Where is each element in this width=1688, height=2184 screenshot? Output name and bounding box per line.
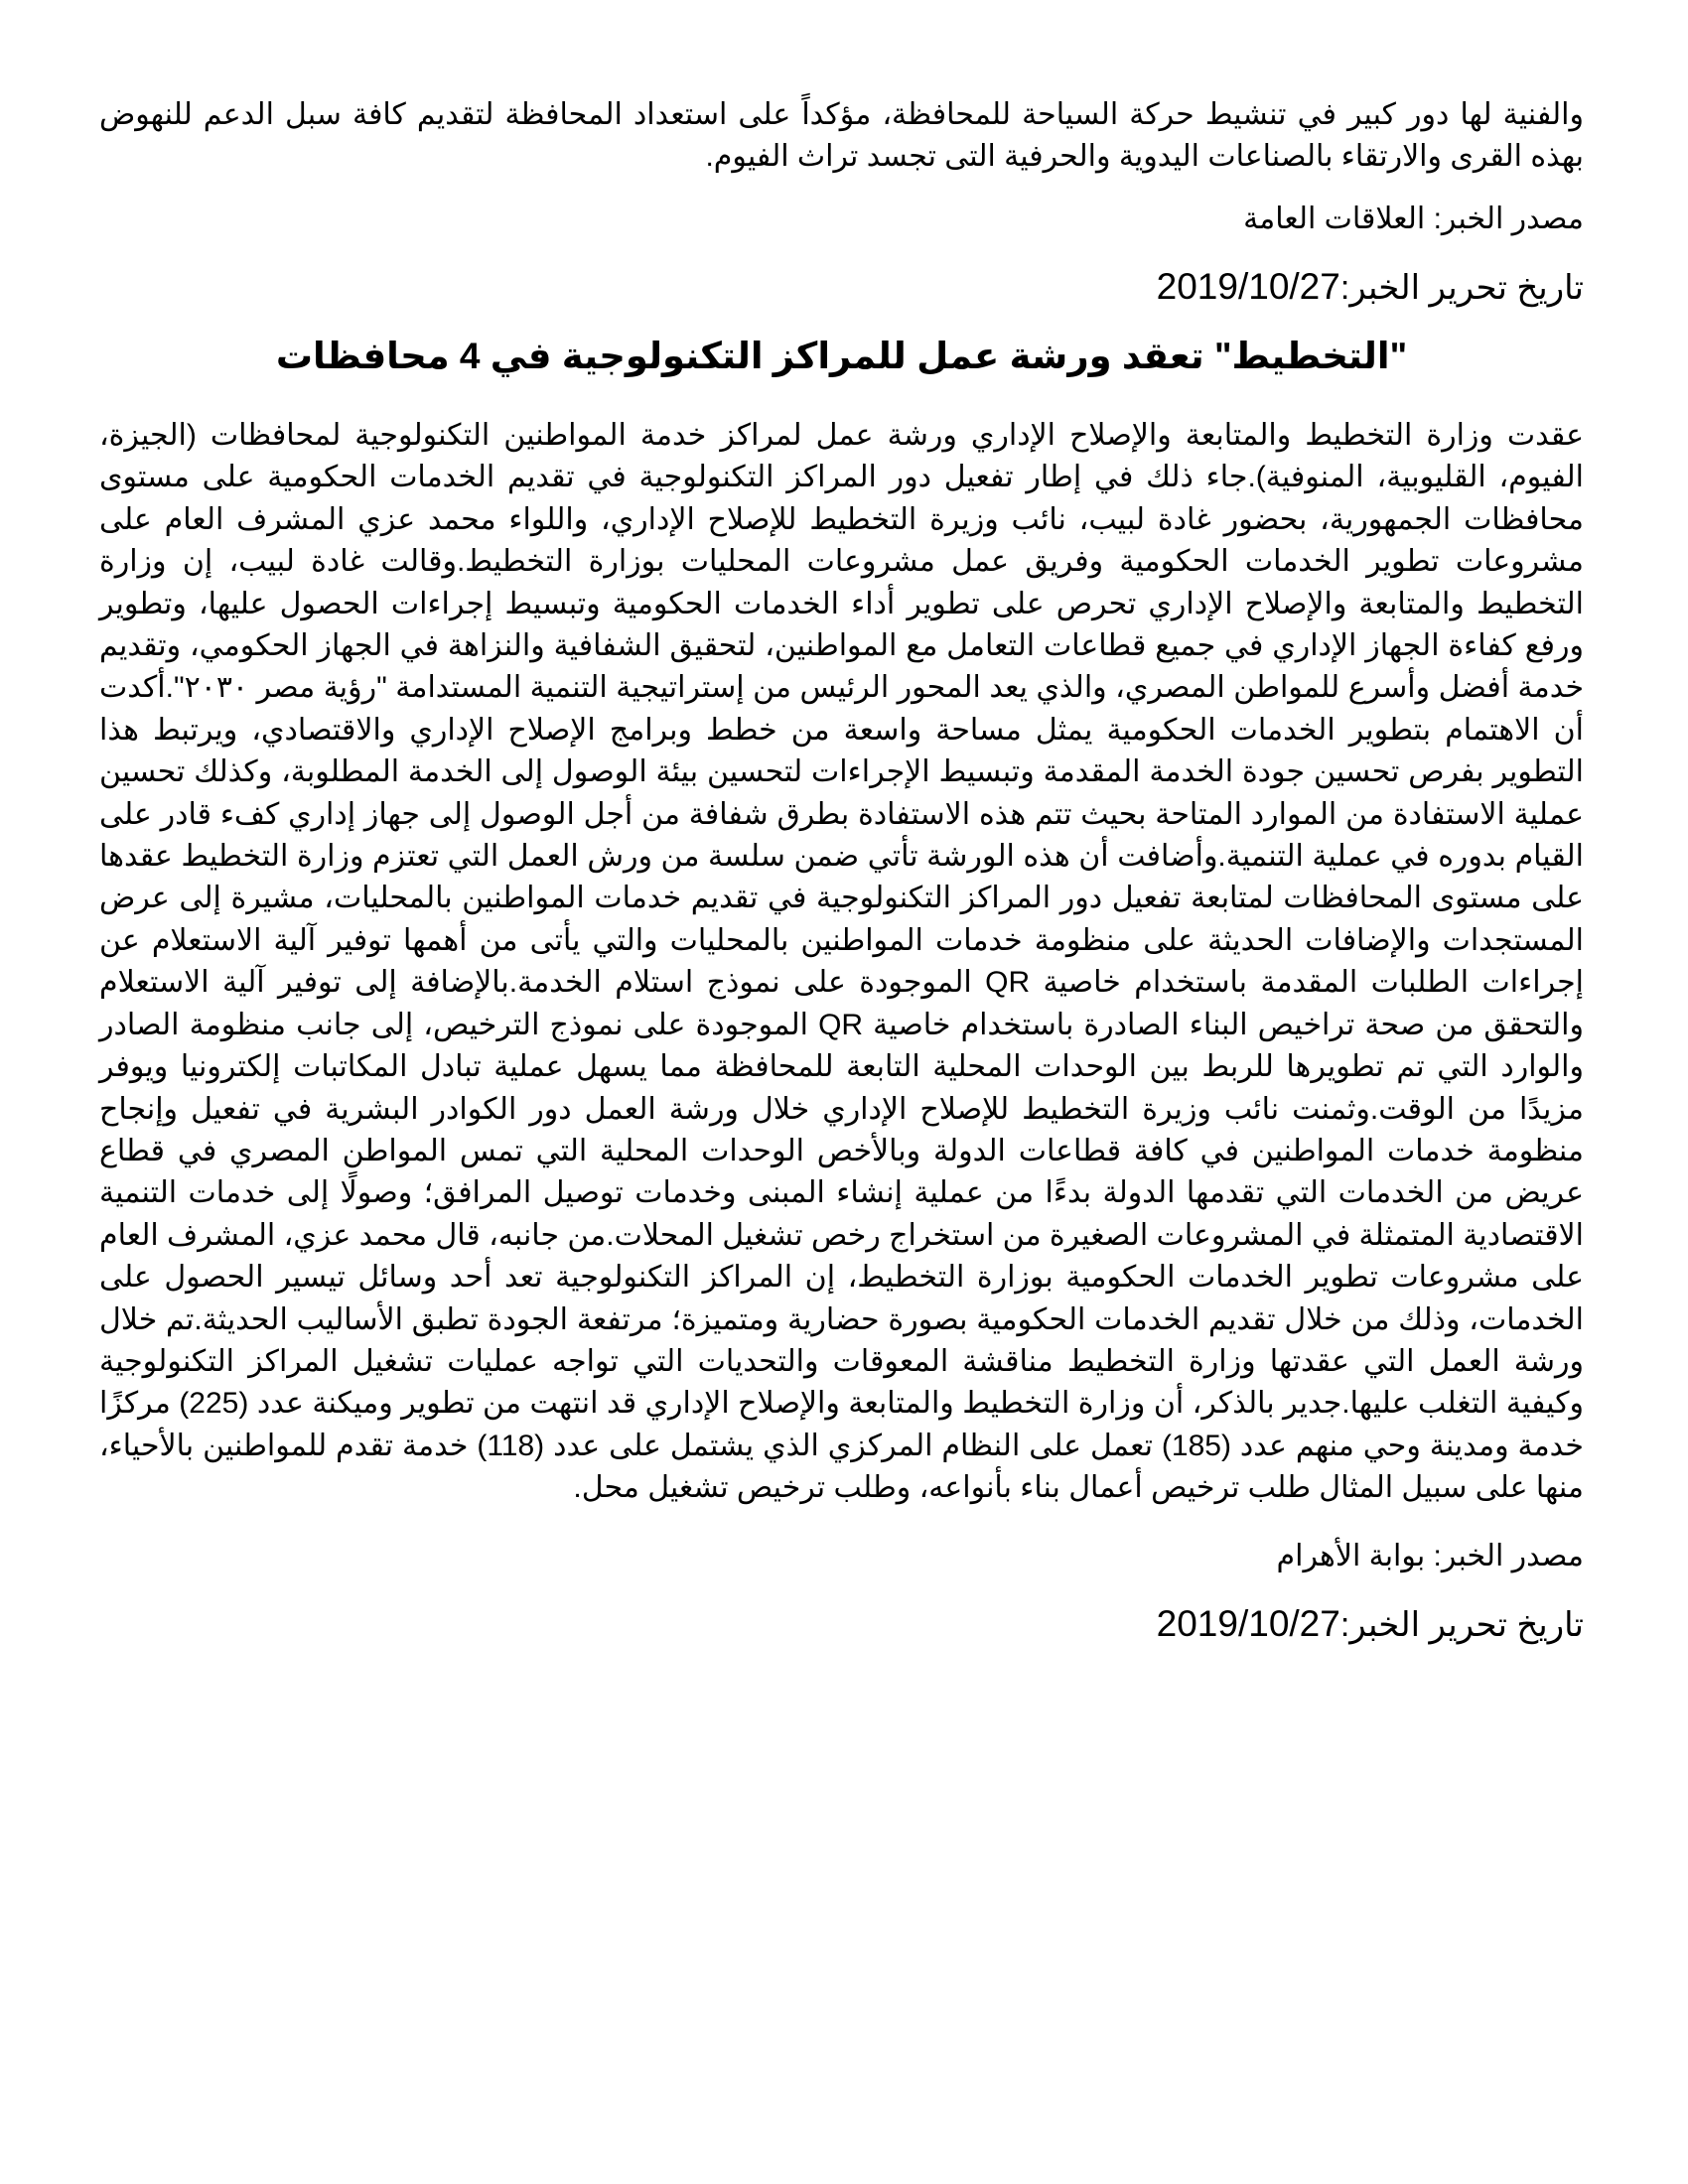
news-date-line — [99, 265, 1584, 310]
news-source-public-relations: مصدر الخبر: العلاقات العامة — [1243, 203, 1584, 235]
date-label-2: تاريخ تحرير الخبر: — [1339, 1605, 1584, 1644]
article-body: عقدت وزارة التخطيط والمتابعة والإصلاح الإداري ورشة عمل لمراكز خدمة المواطنين التكنولوجية لمحافظات (الجيزة، الفيوم، القليوبية، المنوفية).جاء ذلك في إطار تفعيل دور المراكز التكنولوجية في تقديم الخدمات الحكومية على مستوى محافظات الجمهورية، بحضور غادة لبيب، نائب وزيرة التخطيط للإصلاح الإداري، واللواء محمد عزي المشرف العام على مشروعات تطوير الخدمات الحكومية وفريق عمل مشروعات المحليات بوزارة التخطيط.وقالت غادة لبيب، إن وزارة التخطيط والمتابعة والإصلاح الإداري تحرص على تطوير أداء الخدمات الحكومية وتبسيط إجراءات الحصول عليها، وتطوير ورفع كفاءة الجهاز الإداري في جميع قطاعات التعامل مع المواطنين، لتحقيق الشفافية والنزاهة في الجهاز الحكومي، وتقديم خدمة أفضل وأسرع للمواطن المصري، والذي يعد المحور الرئيس من إستراتيجية التنمية المستدامة "رؤية مصر ٢٠٣٠".أكدت أن الاهتمام بتطوير الخدمات الحكومية يمثل مساحة واسعة من خطط وبرامج الإصلاح الإداري والاقتصادي، ويرتبط هذا التطوير بفرص تحسين جودة الخدمة المقدمة وتبسيط الإجراءات لتحسين بيئة الوصول إلى الخدمة المطلوبة، وكذلك تحسين عملية الاستفادة من الموارد المتاحة بحيث تتم هذه الاستفادة بطرق شفافة من أجل الوصول إلى جهاز إداري كفء قادر على القيام بدوره في عملية التنمية.وأضافت أن هذه الورشة تأتي ضمن سلسة من ورش العمل التي تعتزم وزارة التخطيط عقدها على مستوى المحافظات لمتابعة تفعيل دور المراكز التكنولوجية في تقديم خدمات المواطنين بالمحليات، مشيرة إلى عرض المستجدات والإضافات الحديثة على منظومة خدمات المواطنين بالمحليات والتي يأتى من أهمها توفير آلية الاستعلام عن إجراءات الطلبات المقدمة باستخدام خاصية QR الموجودة على نموذج استلام الخدمة.بالإضافة إلى توفير آلية الاستعلام والتحقق من صحة تراخيص البناء الصادرة باستخدام خاصية QR الموجودة على نموذج الترخيص، إلى جانب منظومة الصادر والوارد التي تم تطويرها للربط بين الوحدات المحلية التابعة للمحافظة مما يسهل عملية تبادل المكاتبات إلكترونيا ويوفر مزيدًا من الوقت.وثمنت نائب وزيرة التخطيط للإصلاح الإداري خلال ورشة العمل دور الكوادر البشرية في تفعيل وإنجاح منظومة خدمات المواطنين في كافة قطاعات الدولة وبالأخص الوحدات المحلية التي تمس المواطن المصري في قطاع عريض من الخدمات التي تقدمها الدولة بدءًا من عملية إنشاء المبنى وخدمات توصيل المرافق؛ وصولًا إلى خدمات التنمية الاقتصادية المتمثلة في المشروعات الصغيرة من استخراج رخص تشغيل المحلات.من جانبه، قال محمد عزي، المشرف العام على مشروعات تطوير الخدمات الحكومية بوزارة التخطيط، إن المراكز التكنولوجية تعد أحد وسائل تيسير الحصول على الخدمات، وذلك من خلال تقديم الخدمات الحكومية بصورة حضارية ومتميزة؛ مرتفعة الجودة تطبق الأساليب الحديثة.تم خلال ورشة العمل التي عقدتها وزارة التخطيط مناقشة المعوقات والتحديات التي تواجه عمليات تشغيل المراكز التكنولوجية وكيفية التغلب عليها.جدير بالذكر، أن وزارة التخطيط والمتابعة والإصلاح الإداري قد انتهت من تطوير وميكنة عدد (225) مركزًا خدمة ومدينة وحي منهم عدد (185) تعمل على النظام المركزي الذي يشتمل على عدد (118) خدمة تقدم للمواطنين بالأحياء، منها على سبيل المثال طلب ترخيص أعمال بناء بأنواعه، وطلب ترخيص تشغيل محل. — [99, 419, 1584, 1505]
news-source-ahram: مصدر الخبر: بوابة الأهرام — [1276, 1539, 1584, 1572]
article-headline: "التخطيط" تعقد ورشة عمل للمراكز التكنولوجية في 4 محافظات — [275, 336, 1408, 376]
intro-paragraph: والفنية لها دور كبير في تنشيط حركة السياحة للمحافظة، مؤكداً على استعداد المحافظة لتقديم كافة سبل الدعم للنهوض بهذه القرى والارتقاء بالصناعات اليدوية والحرفية التى تجسد تراث الفيوم. — [99, 98, 1584, 173]
date-label: تاريخ تحرير الخبر: — [1339, 269, 1584, 307]
date-value-2: 2019/10/27 — [1156, 1602, 1340, 1644]
date-value: 2019/10/27 — [1156, 266, 1340, 307]
news-date-line-2 — [99, 1602, 1584, 1647]
document-page — [99, 94, 1584, 1647]
